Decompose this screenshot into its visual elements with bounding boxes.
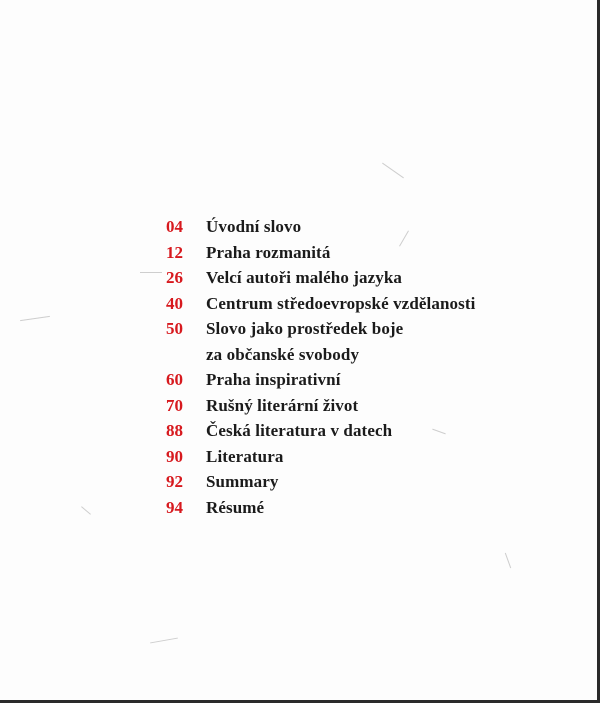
toc-title: [206, 316, 403, 367]
toc-entry: [166, 495, 546, 521]
toc-title: [206, 444, 283, 470]
toc-title: [206, 418, 392, 444]
toc-page-number: 92: [166, 472, 183, 491]
toc-page-number: 94: [166, 497, 183, 517]
toc-title: [206, 265, 402, 291]
toc-title-line: Centrum středoevropské vzdělanosti: [206, 293, 476, 313]
toc-page-number: 60: [166, 370, 183, 389]
toc-title: [206, 214, 301, 240]
toc-page-number: 50: [166, 319, 183, 338]
toc-title-line: Úvodní slovo: [206, 217, 302, 236]
table-of-contents: [166, 214, 546, 520]
toc-entry: [166, 291, 546, 317]
toc-page-number: 90: [166, 446, 183, 466]
toc-title: [206, 240, 330, 266]
paper-speck: [20, 316, 50, 321]
toc-entry: [166, 418, 546, 444]
toc-entry: [166, 444, 546, 470]
toc-entry: [166, 316, 546, 367]
toc-title-line: Česká literatura v datech: [206, 421, 393, 440]
toc-page-number: 12: [166, 242, 183, 262]
toc-title: [206, 291, 475, 317]
paper-speck: [382, 163, 404, 179]
toc-title-line: Rušný literární život: [206, 395, 359, 415]
paper-speck: [150, 638, 178, 644]
toc-title-line: Résumé: [206, 497, 265, 517]
toc-entry: [166, 367, 546, 393]
toc-page-number: 04: [166, 217, 183, 236]
toc-entry: [166, 265, 546, 291]
toc-page-number: 70: [166, 395, 183, 415]
toc-title: [206, 393, 358, 419]
toc-entry: [166, 240, 546, 266]
paper-speck: [81, 506, 91, 514]
toc-title: [206, 469, 278, 495]
toc-entry: [166, 214, 546, 240]
toc-title-line: Summary: [206, 472, 279, 491]
paper-speck: [140, 272, 162, 273]
toc-title: [206, 367, 341, 393]
toc-title-line: Literatura: [206, 446, 284, 466]
toc-page-number: 26: [166, 268, 183, 287]
paper-speck: [505, 553, 511, 568]
toc-page-number: 40: [166, 293, 183, 313]
toc-page-number: 88: [166, 421, 183, 440]
toc-title-line: Praha inspirativní: [206, 370, 341, 389]
toc-title-line: Slovo jako prostředek boje: [206, 319, 404, 338]
toc-entry: [166, 393, 546, 419]
toc-title-line: Praha rozmanitá: [206, 242, 331, 262]
toc-title-line: za občanské svobody: [206, 344, 360, 364]
toc-title: [206, 495, 264, 521]
toc-entry: [166, 469, 546, 495]
toc-title-line: Velcí autoři malého jazyka: [206, 268, 403, 287]
